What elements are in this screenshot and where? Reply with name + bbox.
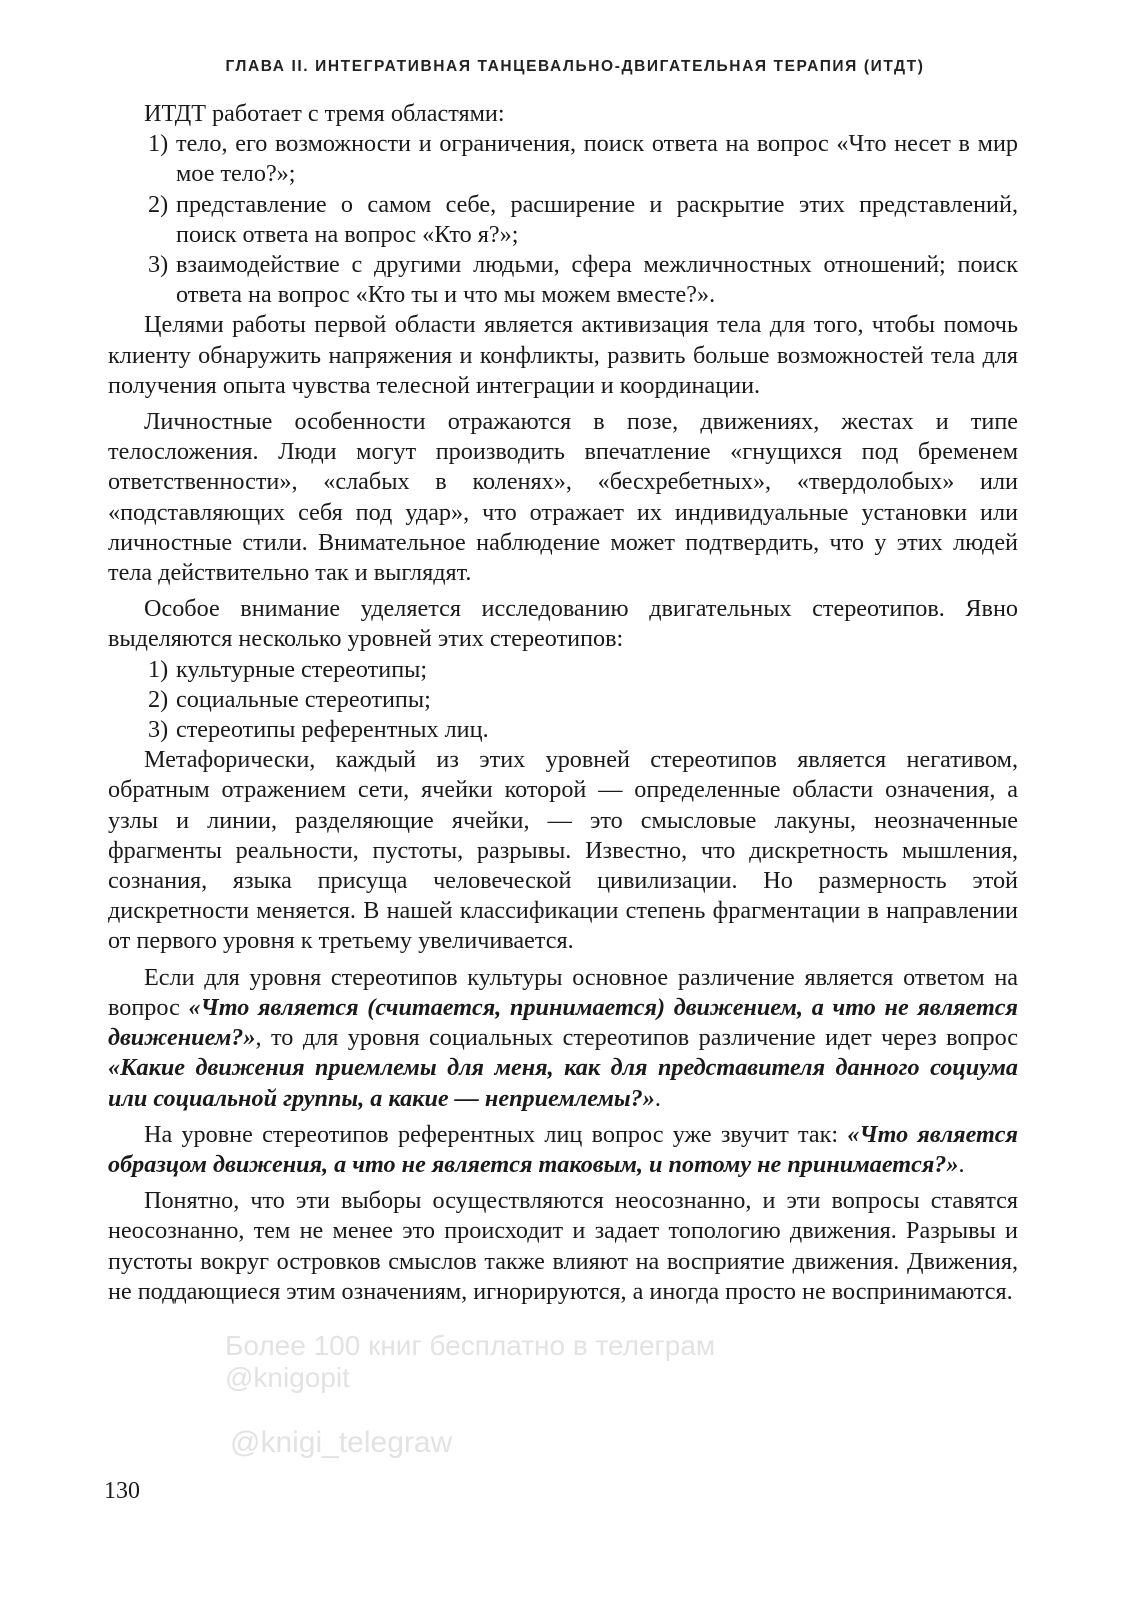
italic-question: «Что является образцом движения, а что не является таковым, и потому не принимается?»: [108, 1120, 1018, 1178]
text-run: На уровне стереотипов референтных лиц вопрос уже звучит так:: [144, 1120, 848, 1148]
list-number: 3): [148, 251, 169, 279]
paragraph-culture: [108, 963, 1018, 1114]
italic-question: «Что является (считается, принимается) движением, а что не является движением?»: [108, 993, 1018, 1052]
watermark-line: @knigopit: [225, 1362, 350, 1393]
text-run: , то для уровня социальных стереотипов различение идет через вопрос: [255, 1024, 1018, 1052]
paragraph-personal: Личностные особенности отражаются в позе, движениях, жестах и типе телосложения. Люди могут производить впечатление «гнущихся под бременем ответственности», «слабых в коленях», «бесхребетных», «твердолобых» или «подставляющих себя под удар», что отражает их индивидуальные установки или личностные стили. Внимательное наблюдение может подтвердить, что у этих людей тела действительно так и выглядят.: [108, 408, 1018, 587]
italic-question: «Какие движения приемлемы для меня, как для представителя данного социума или социальной группы, а какие — неприемлемы?»: [108, 1054, 1018, 1112]
list-number: 2): [148, 685, 169, 713]
paragraph-referent: [108, 1120, 1018, 1180]
paragraph-metaphor: Метафорически, каждый из этих уровней стереотипов является негативом, обратным отражением сети, ячейки которой — определенные области означения, а узлы и линии, разделяющие ячейки, — это смысловые лакуны, неозначенные фрагменты реальности, пустоты, разрывы. Известно, что дискретность мышления, сознания, языка присуща человеческой цивилизации. Но размерность этой дискретности меняется. В нашей классификации степень фрагментации в направлении от первого уровня к третьему увеличивается.: [108, 746, 1018, 955]
list-text: социальные стереотипы;: [176, 685, 431, 713]
list-text: культурные стереотипы;: [176, 655, 428, 683]
text-run: Если для уровня стереотипов культуры основное различение является ответом на вопрос: [108, 963, 1018, 1021]
list-number: 1): [148, 130, 169, 158]
list-text: взаимодействие с другими людьми, сфера межличностных отношений; поиск ответа на вопрос «Кто ты и что мы можем вместе?».: [176, 251, 1018, 309]
list-item: [108, 655, 1018, 685]
text-run: .: [654, 1084, 661, 1112]
page-number: 130: [104, 1478, 140, 1504]
paragraph-goals: Целями работы первой области является активизация тела для того, чтобы помочь клиенту обнаружить напряжения и конфликты, развить больше возможностей тела для получения опыта чувства телесной интеграции и координации.: [108, 311, 1018, 399]
list-item: [108, 129, 1018, 189]
page-body: [108, 99, 1018, 1307]
intro-paragraph: ИТДТ работает с тремя областями:: [144, 100, 505, 127]
list-number: 2): [148, 190, 169, 218]
text-run: .: [958, 1150, 965, 1178]
list-item: [108, 250, 1018, 310]
list-text: представление о самом себе, расширение и раскрытие этих представлений, поиск ответа на вопрос «Кто я?»;: [176, 190, 1018, 248]
paragraph-attention: Особое внимание уделяется исследованию двигательных стереотипов. Явно выделяются несколько уровней этих стереотипов:: [108, 595, 1018, 653]
list-text: тело, его возможности и ограничения, поиск ответа на вопрос «Что несет в мир мое тело?»;: [176, 130, 1018, 188]
list-text: стереотипы референтных лиц.: [176, 716, 489, 744]
watermark-line: Более 100 книг бесплатно в телеграм: [225, 1330, 716, 1361]
watermark-line: @knigi_telegraw: [230, 1426, 453, 1459]
paragraph-final: Понятно, что эти выборы осуществляются неосознанно, и эти вопросы ставятся неосознанно, тем не менее это происходит и задает топологию движения. Разрывы и пустоты вокруг островков смыслов также влияют на восприятие движения. Движения, не поддающиеся этим означениям, игнорируются, а иногда просто не воспринимаются.: [108, 1187, 1018, 1305]
list-item: [108, 685, 1018, 715]
list-item: [108, 715, 1018, 745]
running-header: ГЛАВА II. ИНТЕГРАТИВНАЯ ТАНЦЕВАЛЬНО-ДВИГАТЕЛЬНАЯ ТЕРАПИЯ (ИТДТ): [225, 58, 925, 75]
list-number: 3): [148, 716, 169, 744]
list-number: 1): [148, 655, 169, 683]
list-item: [108, 190, 1018, 250]
